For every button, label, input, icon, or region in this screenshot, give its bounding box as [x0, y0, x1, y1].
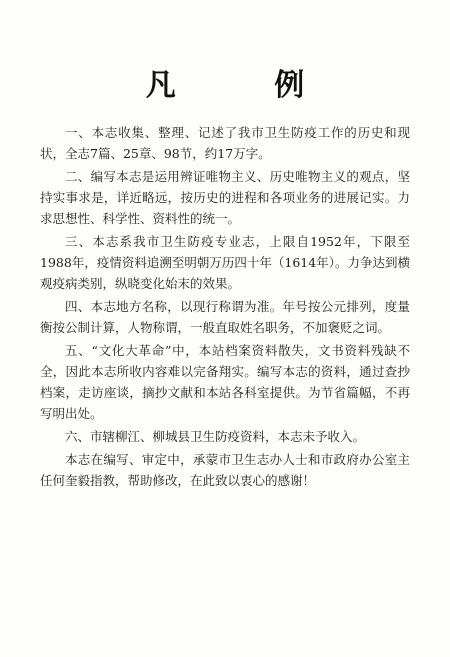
paragraph-2: 二、编写本志是运用辨证唯物主义、历史唯物主义的观点，坚持实事求是，详近略远，按历史的进程和各项业务的进展记实。力求思想性、科学性、资料性的统一。: [40, 169, 410, 226]
paragraph-5: 五、“文化大革命”中，本站档案资料散失，文书资料残缺不全，因此本志所收内容难以完备翔实。编写本志的资料，通过查抄档案，走访座谈，摘抄文献和本站各科室提供。为节省篇幅，不再写明出处。: [40, 343, 410, 421]
paragraph-4: 四、本志地方名称，以现行称谓为准。年号按公元排列，度量衡按公制计算，人物称谓，一般直取姓名职务，不加褒贬之词。: [40, 299, 410, 335]
page-title: 凡 例: [145, 68, 349, 103]
paragraph-3: 三、本志系我市卫生防疫专业志，上限自1952年，下限至1988年，疫情资料追溯至明朝万历四十年（1614年）。力争达到横观疫病类别，纵晓变化始末的效果。: [40, 234, 410, 291]
paragraph-acknowledgement: 本志在编写、审定中，承蒙市卫生志办人士和市政府办公室主任何奎毅指教，帮助修改，在此致以衷心的感谢！: [40, 452, 410, 488]
paragraph-1: 一、本志收集、整理、记述了我市卫生防疫工作的历史和现状，全志7篇、25章、98节，约17万字。: [40, 125, 410, 161]
paragraph-6: 六、市辖柳江、柳城县卫生防疫资料，本志未予收入。: [65, 429, 366, 444]
document-body: [40, 122, 410, 493]
